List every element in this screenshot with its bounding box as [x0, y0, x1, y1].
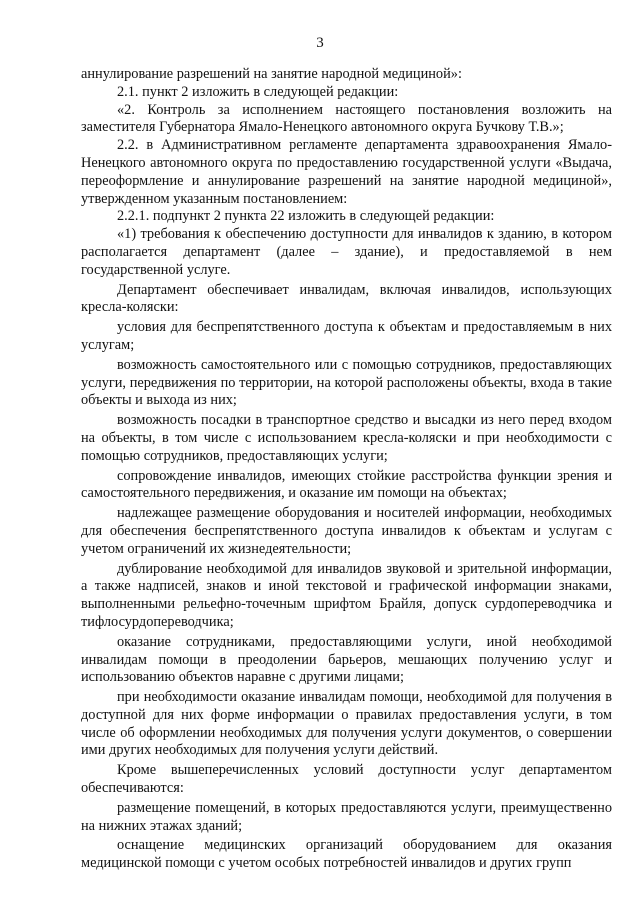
paragraph-item-2-2: 2.2. в Административном регламенте департамента здравоохранения Ямало-Ненецкого автономного округа по предоставлению государственной услуги «Выдача, переоформление и аннулирование разрешений на занятие народной медициной», утвержденном указанным постановлением:	[81, 137, 612, 207]
paragraph-equipment-medical: оснащение медицинских организаций оборудованием для оказания медицинской помощи с учетом особых потребностей инвалидов и других групп	[81, 837, 612, 872]
paragraph-department-provides: Департамент обеспечивает инвалидам, включая инвалидов, использующих кресла-коляски:	[81, 281, 612, 316]
paragraph-item-2-2-1: 2.2.1. подпункт 2 пункта 22 изложить в следующей редакции:	[117, 208, 495, 225]
paragraph-control-clause: «2. Контроль за исполнением настоящего постановления возложить на заместителя Губернатора Ямало-Ненецкого автономного округа Бучкову Т.В.»;	[81, 101, 612, 136]
paragraph-equipment-placement: надлежащее размещение оборудования и носителей информации, необходимых для обеспечения беспрепятственного доступа инвалидов к объектам и услугам с учетом ограничений их жизнедеятельности;	[81, 505, 612, 557]
paragraph-accessibility-requirements: «1) требования к обеспечению доступности для инвалидов к зданию, в котором располагается департамент (далее – здание), и предоставляемой в нем государственной услуге.	[81, 226, 612, 278]
paragraph-movement-possibility: возможность самостоятельного или с помощью сотрудников, предоставляющих услуги, передвижения по территории, на которой расположены объекты, входа в такие объекты и выхода из них;	[81, 356, 612, 409]
document-body	[81, 66, 612, 873]
paragraph-information-assistance: при необходимости оказание инвалидам помощи, необходимой для получения в доступной для них форме информации о правилах предоставления услуги, в том числе об оформлении необходимых для получения услуги документов, о совершении ими других необходимых для получения услуги действий.	[81, 689, 612, 759]
paragraph-transport-boarding: возможность посадки в транспортное средство и высадки из него перед входом на объекты, в том числе с использованием кресла-коляски и при необходимости с помощью сотрудников, предоставляющих услуги;	[81, 412, 612, 464]
paragraph-continuation: аннулирование разрешений на занятие народной медициной»:	[81, 66, 462, 82]
paragraph-barrier-assistance: оказание сотрудниками, предоставляющими услуги, иной необходимой инвалидам помощи в преодолении барьеров, мешающих получению услуг и использованию объектов наравне с другими лицами;	[81, 633, 612, 686]
page-number: 3	[316, 35, 324, 51]
paragraph-access-conditions: условия для беспрепятственного доступа к объектам и предоставляемым в них услугам;	[81, 319, 612, 353]
paragraph-item-2-1: 2.1. пункт 2 изложить в следующей редакции:	[117, 83, 399, 100]
paragraph-additional-conditions: Кроме вышеперечисленных условий доступности услуг департаментом обеспечиваются:	[81, 762, 612, 797]
paragraph-escort: сопровождение инвалидов, имеющих стойкие расстройства функции зрения и самостоятельного передвижения, и оказание им помощи на объектах;	[81, 467, 612, 502]
paragraph-premises-placement: размещение помещений, в которых предоставляются услуги, преимущественно на нижних этажах зданий;	[81, 799, 612, 834]
paragraph-information-duplication: дублирование необходимой для инвалидов звуковой и зрительной информации, а также надписей, знаков и иной текстовой и графической информации знаками, выполненными рельефно-точечным шрифтом Брайля, допуск сурдопереводчика и тифлосурдопереводчика;	[81, 560, 612, 630]
